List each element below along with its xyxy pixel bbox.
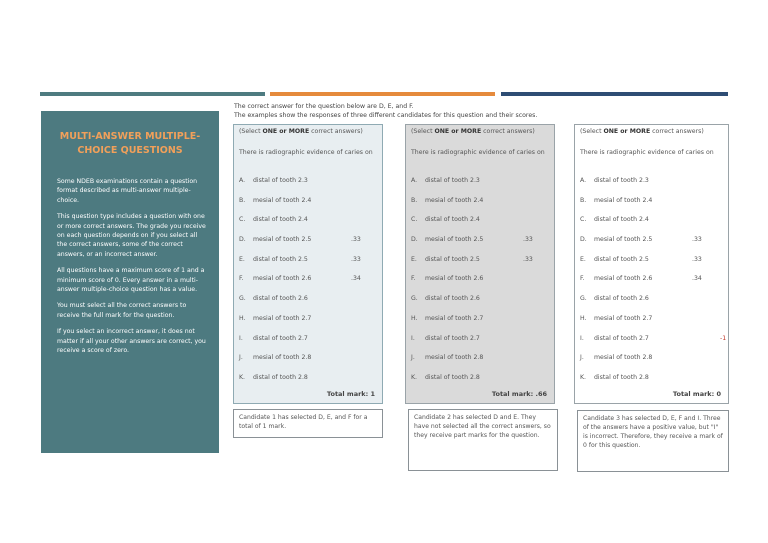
answer-option [411, 236, 548, 256]
option-score: .34 [692, 275, 702, 283]
option-text: distal of tooth 2.5 [253, 255, 308, 263]
answer-option [239, 335, 376, 355]
instruction-text: (Select [580, 128, 604, 135]
total-mark: Total mark: .66 [491, 390, 547, 398]
info-panel [41, 111, 219, 453]
option-text: mesial of tooth 2.7 [425, 314, 484, 322]
option-letter: K. [239, 373, 246, 381]
option-letter: K. [411, 373, 418, 381]
instruction-text: correct answers) [309, 128, 363, 135]
select-instruction [580, 128, 704, 135]
option-score: .33 [692, 236, 702, 244]
accent-bar-teal [40, 92, 265, 96]
answer-option [580, 334, 727, 355]
answer-option [411, 354, 548, 374]
answer-options [239, 177, 376, 394]
option-letter: H. [239, 314, 246, 322]
select-instruction [411, 128, 535, 135]
answer-option [580, 295, 722, 315]
option-letter: A. [411, 177, 418, 184]
example-question-card-2 [405, 124, 555, 404]
answer-option [239, 177, 376, 197]
panel-title-line: CHOICE QUESTIONS [77, 145, 183, 156]
option-letter: H. [580, 314, 587, 322]
option-letter: G. [580, 295, 587, 303]
answer-option [239, 197, 376, 217]
example-question-card-3 [574, 124, 729, 404]
answer-option [239, 295, 376, 315]
question-stem: There is radiographic evidence of caries on [580, 149, 714, 156]
option-letter: E. [239, 255, 245, 263]
candidate-note-3: Candidate 3 has selected D, E, F and I. Three of the answers have a positive value, but "I" is incorrect. Therefore, they receive a mark of 0 for this question. [577, 410, 729, 472]
instruction-text: correct answers) [650, 128, 704, 135]
option-score: .33 [692, 255, 702, 263]
option-text: distal of tooth 2.7 [425, 334, 480, 342]
option-text: distal of tooth 2.5 [425, 255, 480, 263]
total-mark: Total mark: 1 [326, 390, 375, 398]
answer-option [239, 256, 376, 276]
option-letter: F. [411, 275, 416, 283]
option-letter: E. [411, 255, 417, 263]
option-text: distal of tooth 2.7 [253, 334, 308, 342]
accent-bar-navy [501, 92, 728, 96]
option-text: distal of tooth 2.4 [425, 216, 480, 224]
panel-paragraph: You must select all the correct answers to receive the full mark for the question. [57, 302, 187, 319]
option-text: mesial of tooth 2.6 [594, 275, 653, 283]
instruction-emphasis: ONE or MORE [603, 128, 651, 135]
answer-option [411, 256, 548, 276]
option-text: distal of tooth 2.3 [594, 177, 649, 184]
answer-option [239, 315, 376, 335]
answer-option [580, 275, 722, 295]
select-instruction [239, 128, 363, 135]
option-letter: J. [580, 354, 584, 362]
answer-options [580, 177, 727, 394]
intro-line: The examples show the responses of three different candidates for this question and their scores. [234, 111, 538, 119]
candidate-note-1: Candidate 1 has selected D, E, and F for a total of 1 mark. [233, 409, 383, 438]
option-score: .33 [351, 236, 361, 244]
option-score: .33 [523, 236, 533, 244]
option-letter: I. [580, 334, 584, 342]
instruction-emphasis: ONE or MORE [434, 128, 482, 135]
option-text: distal of tooth 2.8 [594, 373, 649, 381]
answer-option [239, 275, 376, 295]
option-text: distal of tooth 2.8 [425, 373, 480, 381]
intro-line: The correct answer for the question below are D, E, and F. [234, 103, 414, 110]
option-score: .33 [523, 255, 533, 263]
answer-option [580, 354, 722, 374]
instruction-emphasis: ONE or MORE [262, 128, 310, 135]
option-score: .33 [351, 255, 361, 263]
total-mark: Total mark: 0 [672, 390, 721, 398]
option-letter: D. [239, 236, 246, 244]
option-text: mesial of tooth 2.6 [253, 275, 312, 283]
panel-paragraph: If you select an incorrect answer, it does not matter if all your other answers are correct, you receive a score of zero. [57, 328, 206, 355]
intro-text [234, 103, 537, 120]
option-text: mesial of tooth 2.8 [425, 354, 484, 362]
option-letter: G. [239, 295, 246, 303]
answer-option [580, 236, 722, 256]
option-text: mesial of tooth 2.5 [253, 236, 312, 244]
option-text: mesial of tooth 2.4 [253, 196, 312, 204]
question-stem: There is radiographic evidence of caries on [411, 149, 545, 156]
option-letter: D. [580, 236, 587, 244]
option-letter: J. [239, 354, 243, 362]
answer-option [411, 295, 548, 315]
panel-body [57, 177, 209, 363]
option-text: distal of tooth 2.6 [425, 295, 480, 303]
option-text: mesial of tooth 2.7 [253, 314, 312, 322]
answer-option [580, 315, 722, 335]
answer-option [411, 315, 548, 335]
option-text: distal of tooth 2.7 [594, 334, 649, 342]
instruction-text: correct answers) [481, 128, 535, 135]
option-text: mesial of tooth 2.5 [594, 236, 653, 244]
answer-option [580, 256, 722, 276]
option-text: mesial of tooth 2.6 [425, 275, 484, 283]
option-text: mesial of tooth 2.4 [594, 196, 653, 204]
option-text: mesial of tooth 2.8 [594, 354, 653, 362]
answer-option [580, 197, 722, 217]
option-letter: H. [411, 314, 418, 322]
answer-option [239, 236, 376, 256]
answer-option [411, 216, 548, 236]
panel-title-line: MULTI-ANSWER MULTIPLE- [59, 131, 201, 142]
option-letter: I. [411, 334, 415, 342]
answer-options [411, 177, 548, 394]
answer-option [239, 216, 376, 236]
option-text: distal of tooth 2.5 [594, 255, 649, 263]
answer-option [580, 177, 722, 197]
option-text: distal of tooth 2.3 [425, 177, 480, 184]
option-letter: A. [580, 177, 587, 184]
option-letter: I. [239, 334, 243, 342]
panel-paragraph: All questions have a maximum score of 1 and a minimum score of 0. Every answer in a multi-answer multiple-choice question has a value. [57, 267, 205, 294]
example-question-card-1 [233, 124, 383, 404]
panel-paragraph: This question type includes a question with one or more correct answers. The grade you receive on each question depends on if you select all the correct answers, some of the correct answers, or an incorrect answer. [57, 213, 206, 258]
answer-option [580, 216, 722, 236]
answer-option [411, 335, 548, 355]
option-letter: B. [580, 196, 587, 204]
instruction-text: (Select [239, 128, 263, 135]
option-letter: F. [580, 275, 585, 283]
option-letter: A. [239, 177, 246, 184]
option-text: mesial of tooth 2.5 [425, 236, 484, 244]
option-letter: C. [239, 216, 246, 224]
option-letter: D. [411, 236, 418, 244]
answer-option [411, 197, 548, 217]
option-letter: K. [580, 373, 587, 381]
panel-title [49, 130, 211, 158]
option-letter: J. [411, 354, 415, 362]
option-text: distal of tooth 2.4 [253, 216, 308, 224]
option-letter: F. [239, 275, 244, 283]
answer-option [411, 275, 548, 295]
option-text: distal of tooth 2.4 [594, 216, 649, 224]
option-text: mesial of tooth 2.7 [594, 314, 653, 322]
option-letter: E. [580, 255, 586, 263]
option-letter: B. [239, 196, 246, 204]
option-text: mesial of tooth 2.8 [253, 354, 312, 362]
option-score: -1 [720, 334, 727, 342]
accent-bar-orange [270, 92, 495, 96]
option-letter: B. [411, 196, 418, 204]
instruction-text: (Select [411, 128, 435, 135]
option-score: .34 [351, 275, 361, 283]
option-text: mesial of tooth 2.4 [425, 196, 484, 204]
option-text: distal of tooth 2.8 [253, 373, 308, 381]
answer-option [239, 354, 376, 374]
option-letter: C. [411, 216, 418, 224]
option-letter: G. [411, 295, 418, 303]
answer-option [411, 177, 548, 197]
option-text: distal of tooth 2.6 [594, 295, 649, 303]
question-stem: There is radiographic evidence of caries on [239, 149, 373, 156]
candidate-note-2: Candidate 2 has selected D and E. They have not selected all the correct answers, so they receive part marks for the question. [408, 409, 558, 471]
option-letter: C. [580, 216, 587, 224]
option-text: distal of tooth 2.3 [253, 177, 308, 184]
panel-paragraph: Some NDEB examinations contain a question format described as multi-answer multiple-choice. [57, 178, 198, 204]
option-text: distal of tooth 2.6 [253, 295, 308, 303]
